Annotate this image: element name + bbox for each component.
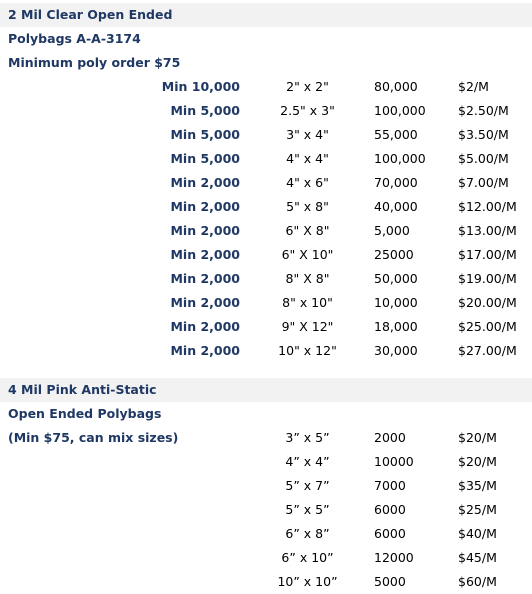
price-cell: $27.00/M (458, 343, 517, 358)
min-cell: Min 2,000 (170, 223, 240, 238)
size-cell: 8" X 8" (285, 271, 330, 286)
size-cell: 2.5" x 3" (280, 103, 335, 118)
price-cell: $2/M (458, 79, 489, 94)
price-cell: $60/M (458, 574, 497, 589)
table-row (0, 315, 532, 339)
table-row (0, 123, 532, 147)
min-cell: Min 2,000 (170, 271, 240, 286)
size-cell: 10" x 12" (278, 343, 337, 358)
min-cell: Min 10,000 (161, 79, 240, 94)
price-cell: $20/M (458, 430, 497, 445)
min-cell: Min 5,000 (170, 103, 240, 118)
price-cell: $40/M (458, 526, 497, 541)
qty-cell: 80,000 (374, 79, 418, 94)
price-cell: $25/M (458, 502, 497, 517)
size-cell: 5” x 7” (285, 478, 330, 493)
price-cell: $25.00/M (458, 319, 517, 334)
table-row (0, 426, 532, 450)
size-cell: 3" x 4" (286, 127, 329, 142)
size-cell: 9" X 12" (281, 319, 334, 334)
price-cell: $35/M (458, 478, 497, 493)
min-cell: Min 2,000 (170, 343, 240, 358)
price-cell: $12.00/M (458, 199, 517, 214)
table-row (0, 522, 532, 546)
size-cell: 10” x 10” (277, 574, 338, 589)
section-1-subtitle: Polybags A-A-3174 (8, 31, 141, 46)
size-cell: 3” x 5” (285, 430, 330, 445)
min-cell: Min 5,000 (170, 151, 240, 166)
section-1-note: Minimum poly order $75 (8, 55, 181, 70)
price-cell: $3.50/M (458, 127, 509, 142)
section-2-note: (Min $75, can mix sizes) (8, 430, 179, 445)
table-row (0, 147, 532, 171)
table-row (0, 474, 532, 498)
qty-cell: 10,000 (374, 295, 418, 310)
price-cell: $19.00/M (458, 271, 517, 286)
qty-cell: 100,000 (374, 151, 426, 166)
price-cell: $13.00/M (458, 223, 517, 238)
table-row (0, 450, 532, 474)
section-2-title: 4 Mil Pink Anti-Static (8, 382, 157, 397)
price-cell: $45/M (458, 550, 497, 565)
min-cell: Min 2,000 (170, 295, 240, 310)
table-row (0, 546, 532, 570)
price-cell: $2.50/M (458, 103, 509, 118)
min-cell: Min 2,000 (170, 175, 240, 190)
table-row (0, 99, 532, 123)
qty-cell: 30,000 (374, 343, 418, 358)
min-cell: Min 2,000 (170, 319, 240, 334)
table-row (0, 339, 532, 363)
qty-cell: 18,000 (374, 319, 418, 334)
qty-cell: 40,000 (374, 199, 418, 214)
qty-cell: 25000 (374, 247, 414, 262)
section-1-title: 2 Mil Clear Open Ended (8, 7, 173, 22)
qty-cell: 10000 (374, 454, 414, 469)
size-cell: 4" x 6" (286, 175, 329, 190)
price-cell: $20.00/M (458, 295, 517, 310)
table-row (0, 498, 532, 522)
size-cell: 5” x 5” (285, 502, 330, 517)
qty-cell: 5000 (374, 574, 406, 589)
price-cell: $5.00/M (458, 151, 509, 166)
size-cell: 2" x 2" (286, 79, 329, 94)
min-cell: Min 2,000 (170, 247, 240, 262)
size-cell: 6" X 8" (285, 223, 330, 238)
table-row (0, 243, 532, 267)
qty-cell: 55,000 (374, 127, 418, 142)
qty-cell: 5,000 (374, 223, 410, 238)
min-cell: Min 5,000 (170, 127, 240, 142)
qty-cell: 12000 (374, 550, 414, 565)
size-cell: 4" x 4" (286, 151, 329, 166)
table-row (0, 75, 532, 99)
qty-cell: 100,000 (374, 103, 426, 118)
table-row (0, 267, 532, 291)
table-row (0, 171, 532, 195)
qty-cell: 2000 (374, 430, 406, 445)
qty-cell: 50,000 (374, 271, 418, 286)
table-row (0, 195, 532, 219)
size-cell: 8" x 10" (282, 295, 333, 310)
table-row (0, 291, 532, 315)
price-cell: $20/M (458, 454, 497, 469)
price-cell: $7.00/M (458, 175, 509, 190)
size-cell: 5" x 8" (286, 199, 329, 214)
size-cell: 6" X 10" (281, 247, 334, 262)
qty-cell: 6000 (374, 526, 406, 541)
qty-cell: 7000 (374, 478, 406, 493)
size-cell: 6” x 8” (285, 526, 330, 541)
size-cell: 4” x 4” (285, 454, 330, 469)
section-2-subtitle: Open Ended Polybags (8, 406, 162, 421)
table-row (0, 570, 532, 594)
size-cell: 6” x 10” (281, 550, 334, 565)
min-cell: Min 2,000 (170, 199, 240, 214)
price-cell: $17.00/M (458, 247, 517, 262)
qty-cell: 6000 (374, 502, 406, 517)
qty-cell: 70,000 (374, 175, 418, 190)
table-row (0, 219, 532, 243)
